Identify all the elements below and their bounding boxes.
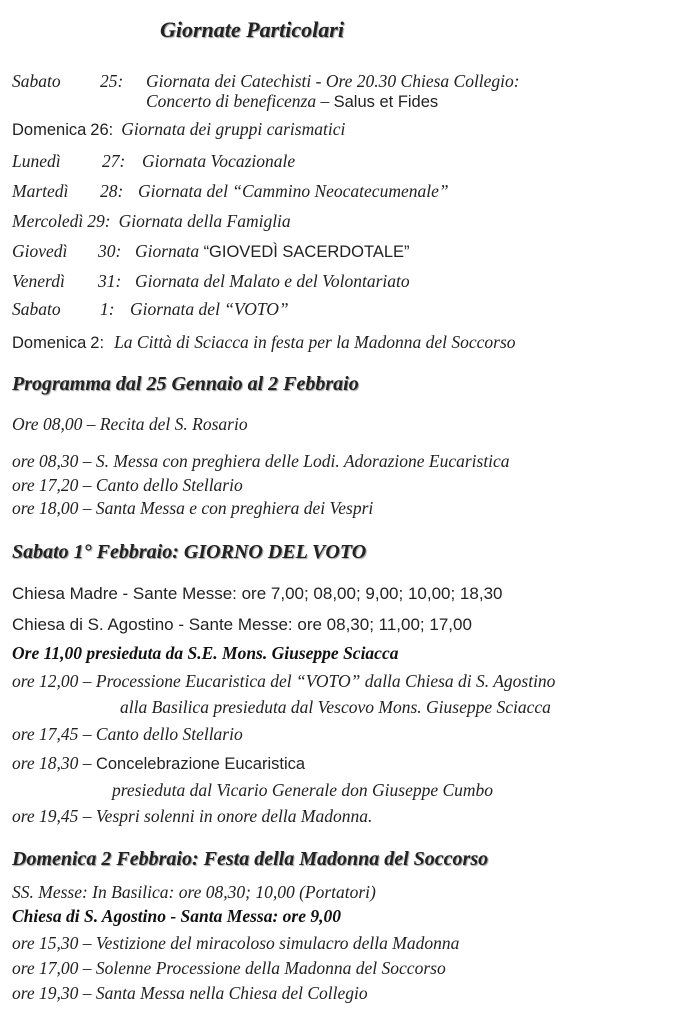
day-name: Domenica: [12, 334, 87, 352]
ore-1200-line-cont: alla Basilica presieduta dal Vescovo Mons. Giuseppe Sciacca: [120, 697, 551, 717]
day-name: Giovedì: [12, 241, 68, 261]
day-row-lunedi-27: [12, 150, 295, 172]
day-name: Venerdì: [12, 271, 65, 291]
programma-line: Ore 08,00 – Recita del S. Rosario: [12, 414, 248, 434]
day-text: Giornata Vocazionale: [142, 151, 296, 171]
day-name: Domenica: [12, 121, 87, 139]
day-text: La Città di Sciacca in festa per la Madonna del Soccorso: [114, 332, 516, 352]
day-row-domenica-2: [12, 331, 516, 354]
salus-et-fides: Salus et Fides: [333, 93, 439, 111]
day-row-venerdi-31: [12, 270, 410, 292]
day-row-sabato-25: [12, 70, 520, 92]
day-row-mercoledi-29: [12, 210, 291, 232]
day-number: 31:: [98, 271, 122, 291]
day-text-cont: Concerto di beneficenza –: [146, 91, 334, 111]
domenica-line: Chiesa di S. Agostino - Santa Messa: ore 9,00: [12, 906, 341, 926]
day-text: Giornata dei gruppi carismatici: [121, 119, 346, 139]
domenica-heading: Domenica 2 Febbraio: Festa della Madonna del Soccorso: [12, 848, 489, 870]
day-row-martedi-28: [12, 180, 449, 202]
day-name: Sabato: [12, 299, 61, 319]
day-number: 26:: [90, 121, 114, 139]
chiesa-agostino-line: Chiesa di S. Agostino - Sante Messe: ore 08,30; 11,00; 17,00: [12, 615, 472, 634]
domenica-line: ore 19,30 – Santa Messa nella Chiesa del Collegio: [12, 983, 368, 1003]
day-number: 27:: [102, 151, 126, 171]
day-text: Giornata del “VOTO”: [130, 299, 289, 319]
programma-line: ore 17,20 – Canto dello Stellario: [12, 475, 243, 495]
concelebrazione-text: Concelebrazione Eucaristica: [95, 755, 306, 773]
domenica-line: SS. Messe: In Basilica: ore 08,30; 10,00 (Portatori): [12, 882, 376, 902]
programma-line: ore 08,30 – S. Messa con preghiera delle Lodi. Adorazione Eucaristica: [12, 451, 510, 471]
day-number: 30:: [98, 241, 122, 261]
ore-1830-time: ore 18,30 –: [12, 753, 96, 773]
programma-line: ore 18,00 – Santa Messa e con preghiera dei Vespri: [12, 498, 374, 518]
day-row-domenica-26: [12, 118, 345, 141]
ore-1830-line-cont: presieduta dal Vicario Generale don Giuseppe Cumbo: [112, 780, 494, 800]
ore-1745-line: ore 17,45 – Canto dello Stellario: [12, 724, 243, 744]
day-text: Giornata della Famiglia: [118, 211, 291, 231]
day-text: Giornata dei Catechisti - Ore 20.30 Chiesa Collegio:: [146, 71, 520, 91]
day-text: Giornata del “Cammino Neocatecumenale”: [138, 181, 449, 201]
day-number: 28:: [100, 181, 124, 201]
ore-1830-line: [12, 752, 305, 775]
page-title: Giornate Particolari: [160, 17, 344, 42]
domenica-line: ore 15,30 – Vestizione del miracoloso simulacro della Madonna: [12, 933, 460, 953]
day-text: Giornata: [135, 241, 204, 261]
day-number: 29:: [87, 211, 111, 231]
sabato-heading: Sabato 1° Febbraio: GIORNO DEL VOTO: [12, 541, 367, 563]
day-text: Giornata del Malato e del Volontariato: [135, 271, 410, 291]
day-number: 25:: [100, 71, 124, 91]
domenica-line: ore 17,00 – Solenne Processione della Madonna del Soccorso: [12, 958, 446, 978]
day-name: Lunedì: [12, 151, 61, 171]
giovedi-sacerdotale: “GIOVEDÌ SACERDOTALE”: [203, 243, 410, 261]
ore-1100-line: Ore 11,00 presieduta da S.E. Mons. Giuseppe Sciacca: [12, 643, 399, 663]
ore-1945-line: ore 19,45 – Vespri solenni in onore della Madonna.: [12, 806, 373, 826]
day-number: 2:: [90, 334, 105, 352]
ore-1200-line: ore 12,00 – Processione Eucaristica del “VOTO” dalla Chiesa di S. Agostino: [12, 671, 556, 691]
day-row-sabato-1: [12, 298, 289, 320]
day-name: Sabato: [12, 71, 61, 91]
chiesa-madre-line: Chiesa Madre - Sante Messe: ore 7,00; 08,00; 9,00; 10,00; 18,30: [12, 584, 503, 603]
day-name: Mercoledì: [12, 211, 84, 231]
day-number: 1:: [100, 299, 115, 319]
day-name: Martedì: [12, 181, 69, 201]
day-row-sabato-25-cont: [146, 90, 438, 113]
programma-heading: Programma dal 25 Gennaio al 2 Febbraio: [12, 373, 359, 395]
day-row-giovedi-30: [12, 240, 410, 263]
